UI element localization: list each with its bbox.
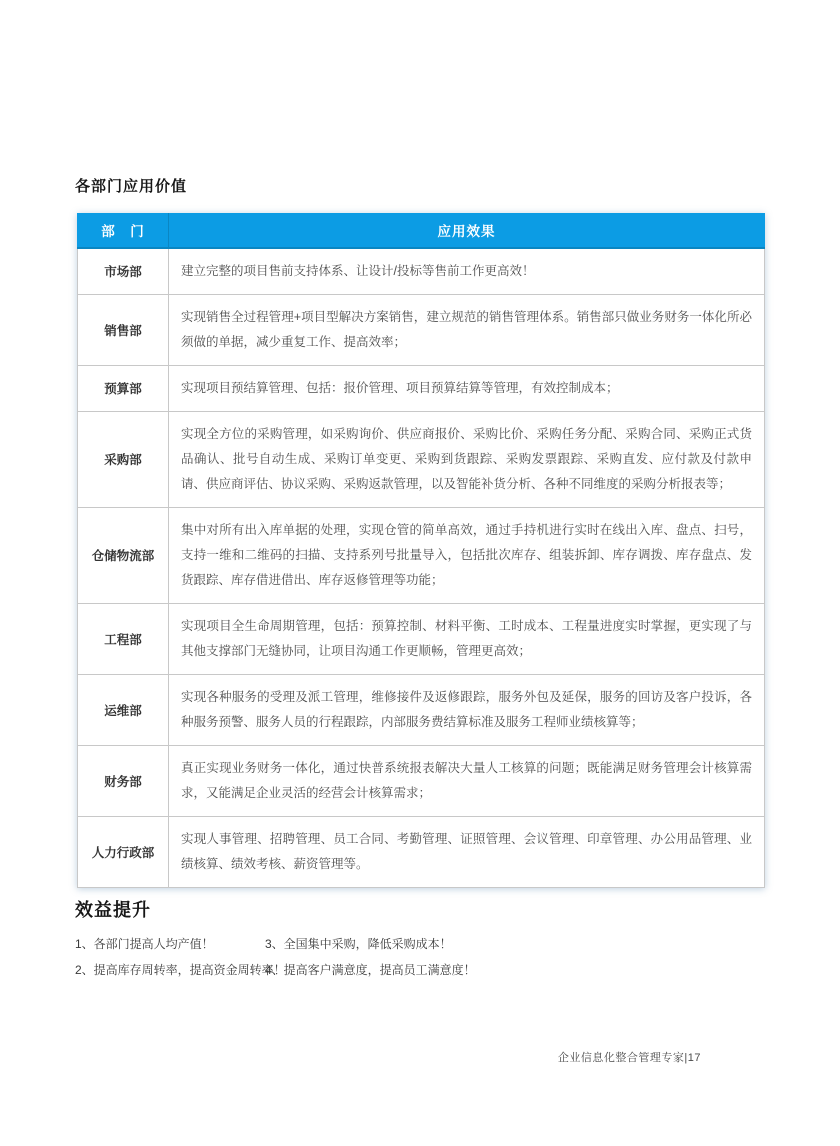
header-cell-effect: 应用效果: [169, 214, 765, 248]
department-cell: 采购部: [78, 411, 169, 507]
table-row: [78, 294, 765, 365]
effect-cell: 实现销售全过程管理+项目型解决方案销售，建立规范的销售管理体系。销售部只做业务财务一体化所必须做的单据，减少重复工作、提高效率；: [169, 294, 765, 365]
department-cell: 人力行政部: [78, 816, 169, 887]
department-value-table: [77, 213, 765, 888]
effect-cell: 实现项目全生命周期管理，包括：预算控制、材料平衡、工时成本、工程量进度实时掌握，更实现了与其他支撑部门无缝协同，让项目沟通工作更顺畅，管理更高效；: [169, 603, 765, 674]
benefit-item: 1、各部门提高人均产值！: [75, 936, 214, 951]
table-row: [78, 248, 765, 295]
table-header-row: [78, 214, 765, 248]
benefits-list: [75, 930, 476, 982]
department-cell: 运维部: [78, 674, 169, 745]
benefits-section-title: 效益提升: [75, 900, 151, 920]
table-row: [78, 411, 765, 507]
department-cell: 工程部: [78, 603, 169, 674]
table-row: [78, 745, 765, 816]
header-cell-department: 部 门: [78, 214, 169, 248]
table-row: [78, 603, 765, 674]
effect-cell: 实现项目预结算管理、包括：报价管理、项目预算结算等管理，有效控制成本；: [169, 365, 765, 411]
page-footer: 企业信息化整合管理专家|17: [557, 1052, 701, 1064]
page-title: 各部门应用价值: [75, 178, 188, 195]
effect-cell: 真正实现业务财务一体化，通过快普系统报表解决大量人工核算的问题；既能满足财务管理会计核算需求，又能满足企业灵活的经营会计核算需求；: [169, 745, 765, 816]
effect-cell: 建立完整的项目售前支持体系、让设计/投标等售前工作更高效！: [169, 248, 765, 295]
department-cell: 财务部: [78, 745, 169, 816]
department-cell: 市场部: [78, 248, 169, 295]
benefit-item: 4、提高客户满意度，提高员工满意度！: [265, 962, 476, 977]
table-row: [78, 507, 765, 603]
benefit-item: 3、全国集中采购，降低采购成本！: [265, 936, 452, 951]
effect-cell: 实现全方位的采购管理，如采购询价、供应商报价、采购比价、采购任务分配、采购合同、采购正式货品确认、批号自动生成、采购订单变更、采购到货跟踪、采购发票跟踪、采购直发、应付款及付款申请、供应商评估、协议采购、采购返款管理，以及智能补货分析、各种不同维度的采购分析报表等；: [169, 411, 765, 507]
department-cell: 预算部: [78, 365, 169, 411]
table-row: [78, 365, 765, 411]
effect-cell: 实现人事管理、招聘管理、员工合同、考勤管理、证照管理、会议管理、印章管理、办公用品管理、业绩核算、绩效考核、薪资管理等。: [169, 816, 765, 887]
table-row: [78, 674, 765, 745]
department-cell: 销售部: [78, 294, 169, 365]
effect-cell: 集中对所有出入库单据的处理，实现仓管的简单高效，通过手持机进行实时在线出入库、盘点、扫号，支持一维和二维码的扫描、支持系列号批量导入，包括批次库存、组装拆卸、库存调拨、库存盘点、发货跟踪、库存借进借出、库存返修管理等功能；: [169, 507, 765, 603]
table-row: [78, 816, 765, 887]
effect-cell: 实现各种服务的受理及派工管理，维修接件及返修跟踪，服务外包及延保，服务的回访及客户投诉，各种服务预警、服务人员的行程跟踪，内部服务费结算标准及服务工程师业绩核算等；: [169, 674, 765, 745]
benefit-item: 2、提高库存周转率，提高资金周转率！: [75, 962, 286, 977]
department-cell: 仓储物流部: [78, 507, 169, 603]
